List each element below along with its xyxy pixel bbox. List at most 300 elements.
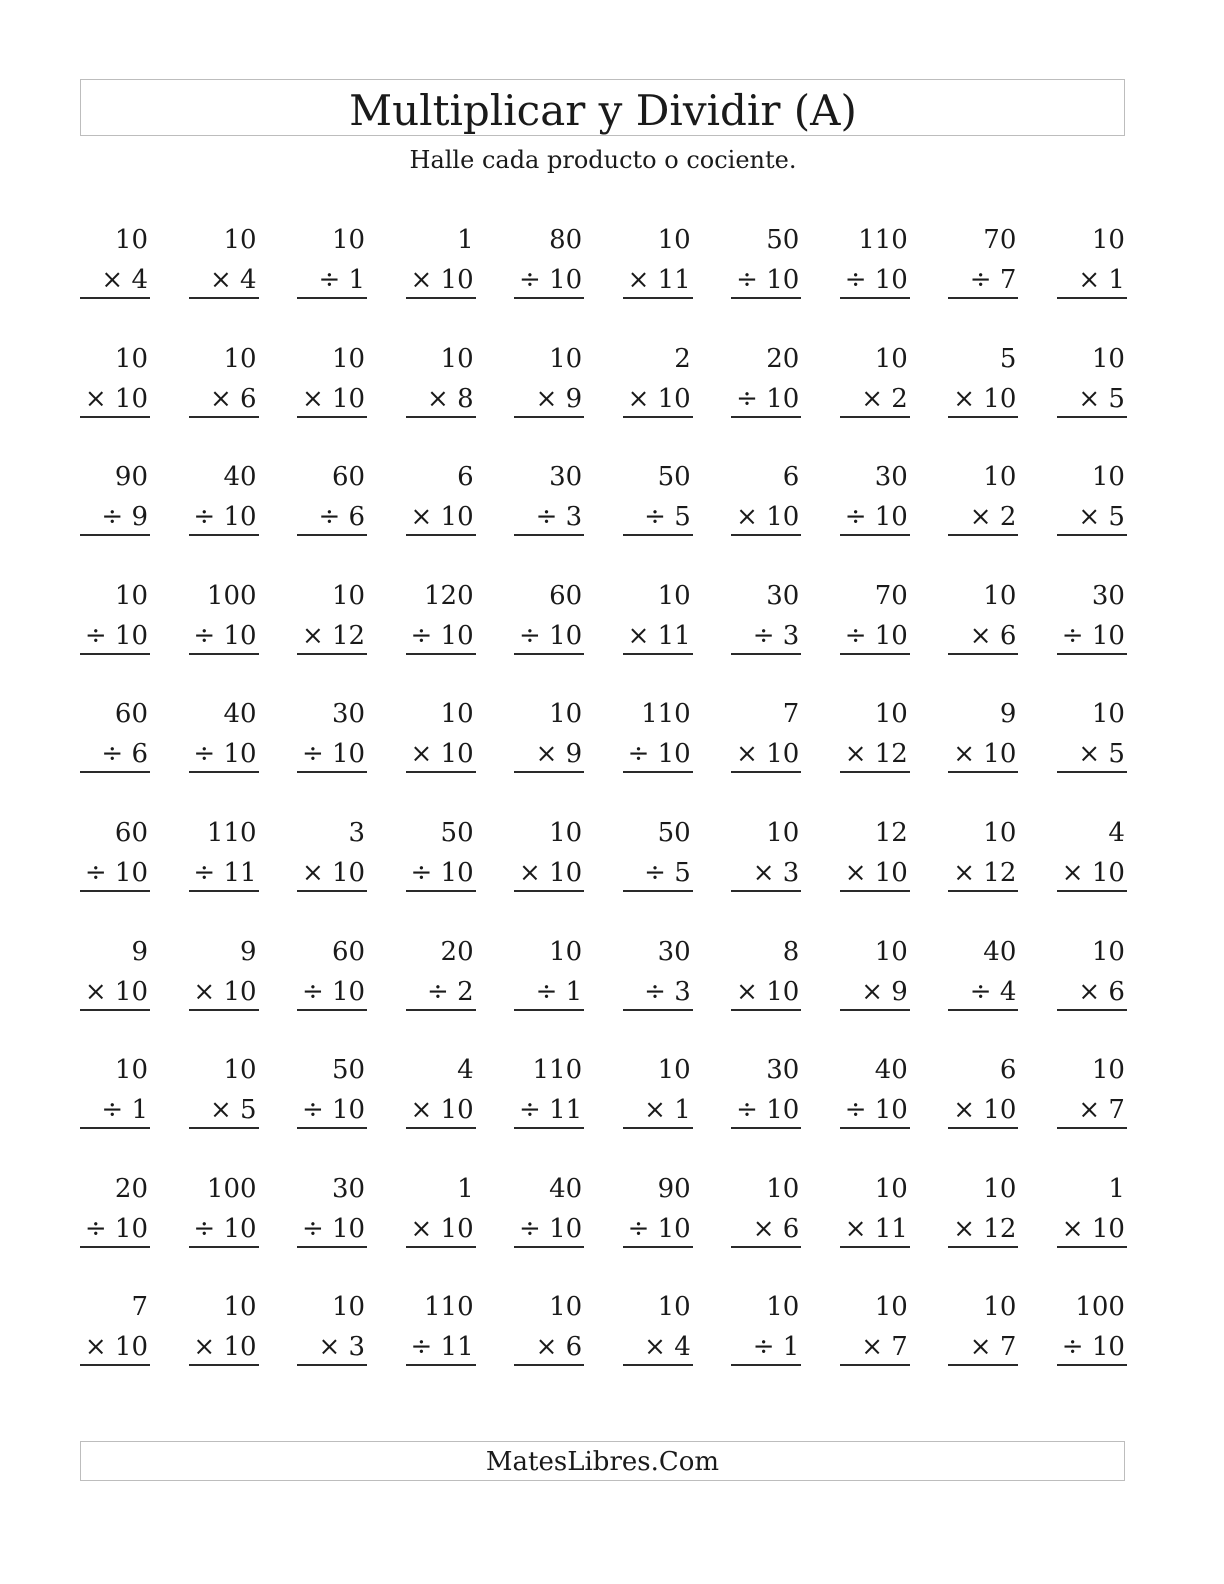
problem-operator-number: ÷ 10 — [844, 620, 908, 651]
problem-operator-number: × 4 — [209, 265, 257, 295]
problem — [80, 220, 150, 299]
problem-top-number: 10 — [983, 1292, 1017, 1323]
problem-operator-number: ÷ 10 — [84, 857, 148, 888]
problem-top-number: 10 — [332, 1292, 366, 1323]
problem-operator-number: ÷ 10 — [301, 976, 366, 1007]
problem-operator-number: ÷ 10 — [736, 265, 800, 295]
problem — [297, 813, 367, 892]
problem — [840, 694, 910, 773]
problem-top-number: 110 — [641, 699, 691, 730]
problem — [623, 932, 693, 1011]
problem-top-number: 10 — [223, 1292, 257, 1323]
problem — [189, 1050, 259, 1129]
problem-top-number: 9 — [999, 699, 1017, 730]
problem-top-number: 30 — [332, 699, 366, 730]
problem — [623, 813, 693, 892]
problem — [1057, 1287, 1127, 1366]
problem-operator-number: × 6 — [209, 383, 257, 414]
problem-operator-number: × 12 — [953, 1213, 1017, 1244]
problem-row — [80, 1169, 1127, 1258]
problem-top-number: 10 — [332, 343, 366, 374]
problem-operator-number: ÷ 10 — [627, 1213, 691, 1244]
problem-operator-number: ÷ 10 — [1061, 620, 1125, 651]
problem-operator-number: × 3 — [318, 1332, 366, 1363]
problem-top-number: 10 — [332, 580, 366, 611]
problem — [623, 339, 693, 418]
problem — [406, 576, 476, 655]
problem — [1057, 220, 1127, 299]
problem-row — [80, 932, 1127, 1021]
problem — [948, 339, 1018, 418]
problem-operator-number: ÷ 7 — [969, 265, 1017, 295]
problem-grid — [80, 220, 1127, 1406]
problem-top-number: 6 — [782, 462, 800, 493]
problem-operator-number: × 10 — [84, 383, 148, 414]
problem — [406, 220, 476, 299]
problem — [840, 576, 910, 655]
problem-top-number: 10 — [114, 225, 148, 255]
problem-operator-number: ÷ 5 — [644, 857, 691, 888]
problem — [623, 694, 693, 773]
problem-operator-number: × 10 — [410, 1095, 474, 1126]
problem-operator-number: × 2 — [861, 383, 908, 414]
problem-top-number: 4 — [457, 1055, 474, 1086]
problem-top-number: 90 — [657, 1173, 691, 1204]
problem-operator-number: × 6 — [969, 620, 1017, 651]
problem-top-number: 40 — [223, 462, 257, 493]
problem-operator-number: × 10 — [844, 857, 908, 888]
problem — [731, 694, 801, 773]
problem — [406, 1169, 476, 1248]
problem — [623, 1169, 693, 1248]
problem — [189, 339, 259, 418]
problem — [731, 932, 801, 1011]
problem — [406, 932, 476, 1011]
problem-top-number: 10 — [1091, 1055, 1125, 1086]
problem — [1057, 813, 1127, 892]
problem-top-number: 10 — [983, 462, 1017, 493]
problem-top-number: 10 — [549, 936, 583, 967]
problem-operator-number: × 5 — [1078, 502, 1125, 533]
problem-operator-number: ÷ 9 — [101, 502, 148, 533]
problem-top-number: 30 — [766, 1055, 800, 1086]
problem-operator-number: ÷ 10 — [301, 739, 366, 770]
problem-operator-number: × 10 — [736, 502, 800, 533]
problem-top-number: 10 — [114, 343, 148, 374]
problem-top-number: 70 — [874, 580, 908, 611]
problem-operator-number: × 10 — [519, 857, 583, 888]
problem-top-number: 40 — [874, 1055, 908, 1086]
problem-operator-number: ÷ 10 — [193, 502, 257, 533]
problem-top-number: 10 — [874, 1292, 908, 1323]
problem — [514, 1287, 584, 1366]
problem-operator-number: ÷ 10 — [84, 1213, 148, 1244]
problem-operator-number: ÷ 1 — [318, 265, 366, 295]
problem-top-number: 30 — [332, 1173, 366, 1204]
problem-operator-number: × 9 — [535, 383, 583, 414]
problem — [514, 1050, 584, 1129]
problem-operator-number: × 5 — [1078, 383, 1125, 414]
problem-top-number: 50 — [440, 817, 474, 848]
problem-top-number: 4 — [1108, 817, 1125, 848]
problem-top-number: 1 — [457, 1173, 474, 1204]
problem-operator-number: × 1 — [1078, 265, 1125, 295]
problem-top-number: 100 — [206, 580, 257, 611]
problem-operator-number: × 4 — [644, 1332, 691, 1363]
problem — [514, 932, 584, 1011]
problem — [514, 457, 584, 536]
problem-operator-number: ÷ 10 — [844, 502, 908, 533]
problem-operator-number: × 12 — [844, 739, 908, 770]
problem — [840, 813, 910, 892]
problem-top-number: 9 — [131, 936, 148, 967]
problem — [514, 1169, 584, 1248]
problem-operator-number: × 10 — [627, 383, 691, 414]
problem-operator-number: × 10 — [1061, 1213, 1125, 1244]
problem-operator-number: ÷ 10 — [301, 1095, 366, 1126]
problem-top-number: 10 — [657, 580, 691, 611]
problem-operator-number: × 7 — [969, 1332, 1017, 1363]
problem — [731, 1050, 801, 1129]
page-title: Multiplicar y Dividir (A) — [349, 86, 857, 135]
problem — [948, 576, 1018, 655]
problem — [840, 1287, 910, 1366]
problem-top-number: 1 — [1108, 1173, 1125, 1204]
problem-top-number: 10 — [983, 580, 1017, 611]
problem-top-number: 5 — [999, 343, 1017, 374]
problem — [948, 1050, 1018, 1129]
problem-operator-number: × 7 — [861, 1332, 908, 1363]
problem-top-number: 8 — [782, 936, 800, 967]
problem — [1057, 932, 1127, 1011]
problem-operator-number: × 10 — [736, 739, 800, 770]
problem — [840, 339, 910, 418]
problem-row — [80, 576, 1127, 665]
problem-operator-number: ÷ 10 — [844, 1095, 908, 1126]
problem — [731, 339, 801, 418]
problem-operator-number: × 6 — [752, 1213, 800, 1244]
problem-top-number: 10 — [874, 343, 908, 374]
problem — [623, 1050, 693, 1129]
problem-operator-number: × 10 — [410, 265, 474, 295]
problem — [297, 220, 367, 299]
problem-operator-number: × 9 — [861, 976, 908, 1007]
problem — [948, 813, 1018, 892]
footer — [80, 1441, 1125, 1481]
problem — [1057, 1169, 1127, 1248]
problem-top-number: 60 — [332, 936, 366, 967]
problem — [514, 813, 584, 892]
problem-operator-number: ÷ 10 — [193, 620, 257, 651]
problem-operator-number: ÷ 11 — [410, 1332, 474, 1363]
problem-top-number: 10 — [1091, 225, 1125, 255]
problem-top-number: 9 — [240, 936, 257, 967]
problem-top-number: 20 — [766, 343, 800, 374]
problem-top-number: 10 — [766, 817, 800, 848]
problem-top-number: 50 — [657, 817, 691, 848]
problem-operator-number: × 3 — [752, 857, 800, 888]
problem-top-number: 110 — [206, 817, 257, 848]
problem-operator-number: ÷ 6 — [101, 739, 148, 770]
problem — [731, 457, 801, 536]
problem-top-number: 7 — [131, 1292, 148, 1323]
problem-operator-number: × 10 — [953, 383, 1017, 414]
problem-operator-number: × 8 — [427, 383, 474, 414]
problem-top-number: 10 — [874, 936, 908, 967]
problem-row — [80, 813, 1127, 902]
problem-operator-number: × 10 — [410, 739, 474, 770]
problem-operator-number: × 10 — [301, 857, 366, 888]
problem-operator-number: ÷ 1 — [535, 976, 583, 1007]
problem-operator-number: ÷ 10 — [410, 857, 474, 888]
problem-row — [80, 457, 1127, 546]
problem-top-number: 10 — [549, 817, 583, 848]
problem — [623, 220, 693, 299]
problem — [189, 1169, 259, 1248]
problem — [80, 457, 150, 536]
problem-top-number: 10 — [549, 1292, 583, 1323]
problem-operator-number: × 10 — [84, 1332, 148, 1363]
problem-top-number: 10 — [332, 225, 366, 255]
problem-row — [80, 1287, 1127, 1376]
problem — [297, 1287, 367, 1366]
problem-top-number: 30 — [874, 462, 908, 493]
problem — [623, 457, 693, 536]
problem — [297, 576, 367, 655]
problem-top-number: 50 — [657, 462, 691, 493]
problem-operator-number: ÷ 11 — [519, 1095, 583, 1126]
problem-top-number: 110 — [424, 1292, 474, 1323]
problem — [731, 813, 801, 892]
problem-row — [80, 220, 1127, 309]
problem — [731, 220, 801, 299]
problem — [189, 932, 259, 1011]
problem-operator-number: × 11 — [627, 265, 691, 295]
problem-top-number: 10 — [549, 343, 583, 374]
problem — [297, 932, 367, 1011]
problem-operator-number: × 6 — [1078, 976, 1125, 1007]
problem — [80, 932, 150, 1011]
problem-top-number: 7 — [782, 699, 800, 730]
instructions-text: Halle cada producto o cociente. — [409, 146, 797, 174]
problem-operator-number: ÷ 3 — [644, 976, 691, 1007]
problem-operator-number: × 1 — [644, 1095, 691, 1126]
problem-operator-number: × 10 — [1061, 857, 1125, 888]
problem-top-number: 10 — [440, 343, 474, 374]
problem — [189, 576, 259, 655]
problem-operator-number: ÷ 1 — [752, 1332, 800, 1363]
problem-top-number: 120 — [424, 580, 474, 611]
problem — [80, 1287, 150, 1366]
problem — [840, 457, 910, 536]
problem-top-number: 80 — [549, 225, 583, 255]
problem-operator-number: ÷ 3 — [535, 502, 583, 533]
problem — [189, 457, 259, 536]
problem-operator-number: × 9 — [535, 739, 583, 770]
problem-operator-number: × 6 — [535, 1332, 583, 1363]
problem-top-number: 10 — [440, 699, 474, 730]
problem-operator-number: × 10 — [301, 383, 366, 414]
problem-top-number: 40 — [549, 1173, 583, 1204]
problem-operator-number: × 10 — [410, 502, 474, 533]
problem — [731, 576, 801, 655]
problem-top-number: 6 — [457, 462, 474, 493]
problem-operator-number: ÷ 10 — [193, 1213, 257, 1244]
problem-top-number: 10 — [1091, 699, 1125, 730]
problem — [189, 813, 259, 892]
problem — [189, 1287, 259, 1366]
problem-top-number: 30 — [657, 936, 691, 967]
problem-top-number: 10 — [223, 343, 257, 374]
problem — [189, 220, 259, 299]
problem-top-number: 60 — [332, 462, 366, 493]
problem — [840, 1169, 910, 1248]
problem-operator-number: × 2 — [969, 502, 1017, 533]
problem-top-number: 10 — [1091, 936, 1125, 967]
problem-operator-number: × 5 — [209, 1095, 257, 1126]
problem-top-number: 10 — [1091, 343, 1125, 374]
problem — [948, 1287, 1018, 1366]
problem-operator-number: ÷ 6 — [318, 502, 366, 533]
problem — [514, 576, 584, 655]
problem-top-number: 100 — [1075, 1292, 1125, 1323]
problem — [840, 220, 910, 299]
problem-top-number: 60 — [114, 817, 148, 848]
problem-top-number: 30 — [549, 462, 583, 493]
problem — [948, 694, 1018, 773]
footer-text: MatesLibres.Com — [485, 1447, 720, 1477]
problem — [948, 932, 1018, 1011]
problem-top-number: 10 — [223, 1055, 257, 1086]
problem-operator-number: ÷ 11 — [193, 857, 257, 888]
problem — [80, 813, 150, 892]
problem-top-number: 2 — [674, 343, 691, 374]
problem-top-number: 10 — [874, 699, 908, 730]
problem-top-number: 10 — [983, 817, 1017, 848]
problem-top-number: 90 — [114, 462, 148, 493]
problem-top-number: 10 — [874, 1173, 908, 1204]
problem — [80, 576, 150, 655]
problem-top-number: 10 — [657, 1055, 691, 1086]
problem-operator-number: ÷ 10 — [844, 265, 908, 295]
problem — [80, 694, 150, 773]
problem-top-number: 30 — [1091, 580, 1125, 611]
problem — [80, 1050, 150, 1129]
problem — [80, 339, 150, 418]
problem — [731, 1287, 801, 1366]
problem-operator-number: × 12 — [301, 620, 366, 651]
problem-top-number: 50 — [332, 1055, 366, 1086]
problem-top-number: 40 — [983, 936, 1017, 967]
problem-operator-number: × 12 — [953, 857, 1017, 888]
problem-operator-number: ÷ 10 — [410, 620, 474, 651]
problem-top-number: 10 — [766, 1292, 800, 1323]
problem-operator-number: × 11 — [844, 1213, 908, 1244]
problem-operator-number: ÷ 10 — [519, 265, 583, 295]
problem-operator-number: × 5 — [1078, 739, 1125, 770]
problem-top-number: 50 — [766, 225, 800, 255]
problem-top-number: 100 — [206, 1173, 257, 1204]
problem-operator-number: ÷ 10 — [736, 1095, 800, 1126]
problem-operator-number: ÷ 10 — [519, 1213, 583, 1244]
problem-operator-number: ÷ 1 — [101, 1095, 148, 1126]
problem-operator-number: × 7 — [1078, 1095, 1125, 1126]
problem-top-number: 1 — [457, 225, 474, 255]
problem — [406, 1050, 476, 1129]
problem-top-number: 70 — [983, 225, 1017, 255]
problem-operator-number: ÷ 10 — [1061, 1332, 1125, 1363]
problem-top-number: 60 — [549, 580, 583, 611]
problem-operator-number: × 10 — [953, 1095, 1017, 1126]
problem-top-number: 10 — [657, 225, 691, 255]
problem — [948, 457, 1018, 536]
problem — [189, 694, 259, 773]
problem-operator-number: × 10 — [953, 739, 1017, 770]
problem-operator-number: × 4 — [101, 265, 148, 295]
problem — [514, 220, 584, 299]
problem-top-number: 12 — [874, 817, 908, 848]
problem — [1057, 339, 1127, 418]
problem-top-number: 10 — [223, 225, 257, 255]
problem — [406, 339, 476, 418]
problem — [840, 1050, 910, 1129]
problem-top-number: 110 — [532, 1055, 583, 1086]
problem-operator-number: × 11 — [627, 620, 691, 651]
problem-operator-number: × 10 — [736, 976, 800, 1007]
problem — [406, 457, 476, 536]
problem-operator-number: × 10 — [193, 1332, 257, 1363]
problem — [297, 1169, 367, 1248]
problem-top-number: 20 — [440, 936, 474, 967]
problem-operator-number: ÷ 2 — [427, 976, 474, 1007]
problem — [1057, 694, 1127, 773]
problem — [80, 1169, 150, 1248]
problem-top-number: 10 — [549, 699, 583, 730]
problem — [406, 813, 476, 892]
problem-operator-number: × 10 — [193, 976, 257, 1007]
problem-top-number: 30 — [766, 580, 800, 611]
problem-operator-number: ÷ 3 — [752, 620, 800, 651]
problem-operator-number: ÷ 5 — [644, 502, 691, 533]
problem-top-number: 60 — [114, 699, 148, 730]
problem-top-number: 10 — [983, 1173, 1017, 1204]
problem — [1057, 457, 1127, 536]
problem-operator-number: × 10 — [84, 976, 148, 1007]
problem-top-number: 6 — [999, 1055, 1017, 1086]
problem-top-number: 3 — [348, 817, 366, 848]
problem-operator-number: ÷ 10 — [519, 620, 583, 651]
problem-operator-number: ÷ 10 — [736, 383, 800, 414]
problem — [731, 1169, 801, 1248]
problem-top-number: 110 — [858, 225, 908, 255]
problem — [514, 339, 584, 418]
problem — [623, 576, 693, 655]
problem-top-number: 10 — [657, 1292, 691, 1323]
problem — [297, 339, 367, 418]
problem-row — [80, 339, 1127, 428]
problem — [297, 1050, 367, 1129]
problem-top-number: 10 — [114, 1055, 148, 1086]
problem — [297, 457, 367, 536]
problem-top-number: 40 — [223, 699, 257, 730]
problem — [406, 694, 476, 773]
problem-operator-number: ÷ 10 — [193, 739, 257, 770]
problem-operator-number: ÷ 10 — [627, 739, 691, 770]
problem-top-number: 10 — [766, 1173, 800, 1204]
problem-operator-number: ÷ 4 — [969, 976, 1017, 1007]
problem — [406, 1287, 476, 1366]
problem-operator-number: ÷ 10 — [301, 1213, 366, 1244]
